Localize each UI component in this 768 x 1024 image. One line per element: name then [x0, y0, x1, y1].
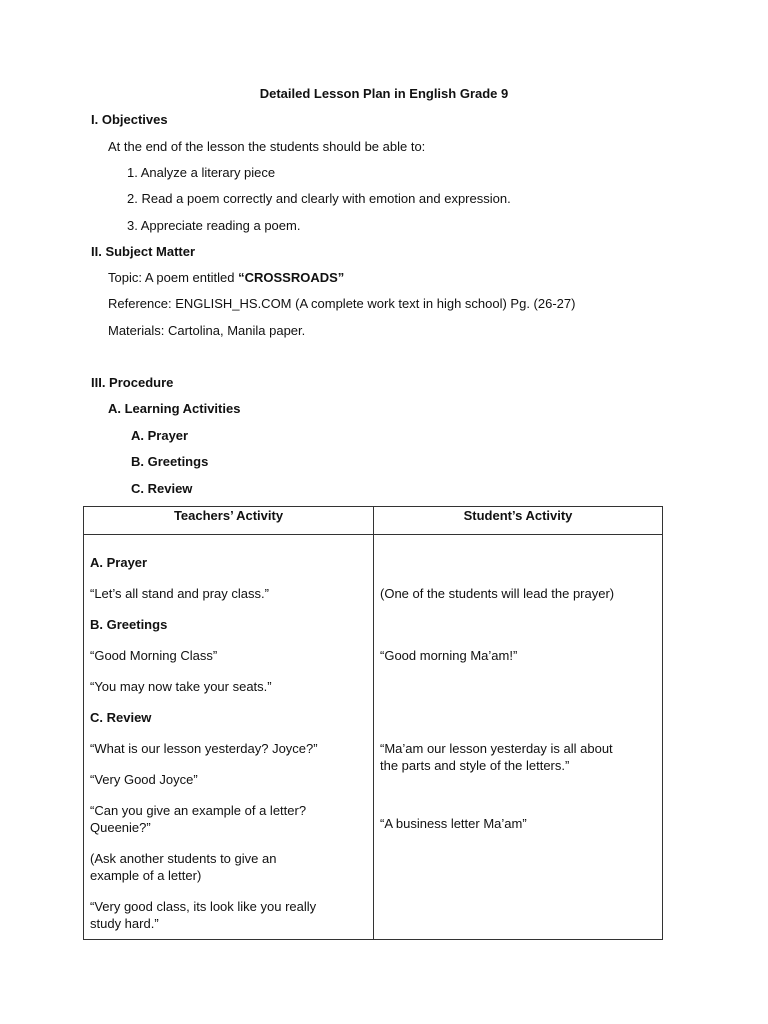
students-activity-cell	[374, 535, 663, 940]
procedure-item: B. Greetings	[131, 454, 209, 469]
objectives-heading: I. Objectives	[91, 112, 168, 127]
topic-title: “CROSSROADS”	[238, 270, 345, 285]
teacher-line: Queenie?”	[90, 820, 151, 835]
teacher-line: (Ask another students to give an	[90, 851, 277, 866]
teacher-review-heading: C. Review	[90, 710, 152, 725]
subject-matter-heading: II. Subject Matter	[91, 244, 196, 259]
topic-label: Topic: A poem entitled	[108, 270, 239, 285]
student-line: the parts and style of the letters.”	[380, 758, 570, 773]
students-activity-header: Student’s Activity	[374, 507, 663, 535]
teacher-greetings-heading: B. Greetings	[90, 617, 168, 632]
procedure-item: A. Prayer	[131, 428, 189, 443]
teacher-line: “Very good class, its look like you really	[90, 899, 317, 914]
objective-item: 1. Analyze a literary piece	[127, 165, 276, 180]
teacher-prayer-heading: A. Prayer	[90, 555, 148, 570]
objectives-intro: At the end of the lesson the students should be able to:	[108, 139, 426, 154]
student-line: (One of the students will lead the prayer)	[380, 586, 615, 601]
reference-line: Reference: ENGLISH_HS.COM (A complete work text in high school) Pg. (26-27)	[108, 296, 576, 311]
teacher-line: “You may now take your seats.”	[90, 679, 272, 694]
document-title: Detailed Lesson Plan in English Grade 9	[259, 86, 509, 101]
teacher-line: “Very Good Joyce”	[90, 772, 198, 787]
student-line: “Ma’am our lesson yesterday is all about	[380, 741, 613, 756]
teacher-line: “What is our lesson yesterday? Joyce?”	[90, 741, 318, 756]
materials-line: Materials: Cartolina, Manila paper.	[108, 323, 306, 338]
topic-line	[108, 270, 344, 286]
activities-table	[83, 506, 663, 940]
objective-item: 3. Appreciate reading a poem.	[127, 218, 301, 233]
teachers-activity-cell	[84, 535, 374, 940]
learning-activities-heading: A. Learning Activities	[108, 401, 241, 416]
teacher-line: study hard.”	[90, 916, 159, 931]
teacher-line: “Let’s all stand and pray class.”	[90, 586, 269, 601]
teacher-line: example of a letter)	[90, 868, 202, 883]
student-line: “Good morning Ma’am!”	[380, 648, 518, 663]
procedure-heading: III. Procedure	[91, 375, 174, 390]
teachers-activity-header: Teachers’ Activity	[84, 507, 374, 535]
teacher-line: “Good Morning Class”	[90, 648, 218, 663]
procedure-item: C. Review	[131, 481, 193, 496]
objective-item: 2. Read a poem correctly and clearly with emotion and expression.	[127, 191, 511, 206]
student-line: “A business letter Ma’am”	[380, 816, 527, 831]
teacher-line: “Can you give an example of a letter?	[90, 803, 307, 818]
